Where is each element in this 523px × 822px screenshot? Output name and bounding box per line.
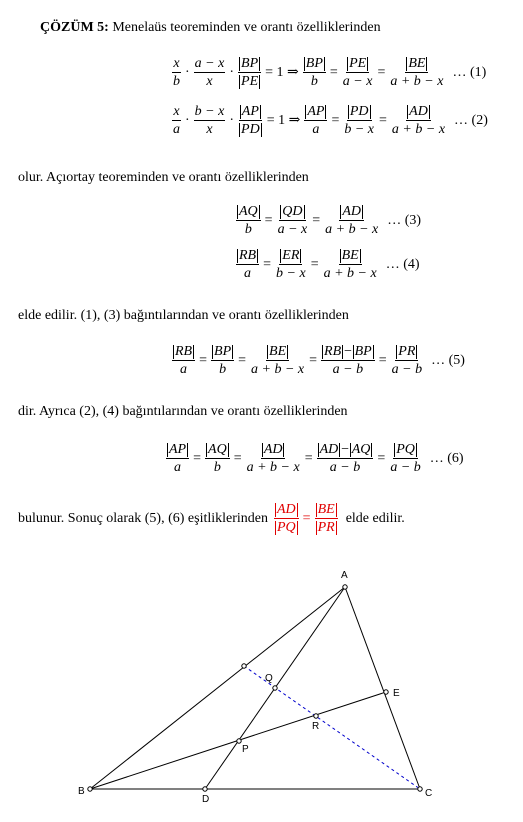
eq4-frac-1: $\frac{RB}{a}$ — [236, 248, 259, 281]
eq2-frac-5: $\frac{PD}{b - x}$ — [344, 104, 375, 137]
equation-4: $\frac{RB}{a}$ = $\frac{ER}{b - x}$ = $\frac{BE}{a + b - x}$ … (4) — [234, 248, 420, 281]
eq5-frac-4: $\frac{RB - BP}{a - b}$ — [321, 344, 375, 377]
solution-intro-text: Menelaüs teoreminden ve orantı özelliklerinden — [112, 20, 381, 35]
eq1-tag: … (1) — [452, 64, 487, 80]
paragraph-2: elde edilir. (1), (3) bağıntılarından ve orantı özelliklerinden — [18, 308, 349, 323]
paragraph-4-end: elde edilir. — [345, 510, 405, 526]
result-frac-2: $\frac{BE}{PR}$ — [315, 502, 338, 535]
paragraph-4-start: bulunur. Sonuç olarak (5), (6) eşitliklerinden — [18, 510, 268, 526]
eq1-frac-3: $\frac{BP}{PE}$ — [238, 56, 261, 89]
eq2-frac-2: $\frac{b - x}{x}$ — [194, 104, 225, 137]
eq3-frac-2: $\frac{QD}{a - x}$ — [277, 204, 308, 237]
point-b — [88, 787, 92, 791]
point-r — [314, 714, 318, 718]
eq1-frac-6: $\frac{BE}{a + b - x}$ — [390, 56, 444, 89]
eq6-frac-3: $\frac{AD}{a + b - x}$ — [246, 442, 300, 475]
eq5-tag: … (5) — [431, 352, 465, 368]
eq1-frac-4: $\frac{BP}{b}$ — [303, 56, 326, 89]
label-a: A — [341, 570, 348, 581]
point-a — [343, 585, 347, 589]
equation-6: $\frac{AP}{a}$ = $\frac{AQ}{b}$ = $\frac{AD}{a + b - x}$ = $\frac{AD - AQ}{a - b}$ = $\frac{PQ}{a - b}$ … (6) — [164, 442, 464, 475]
eq1-frac-1: $\frac{x}{b}$ — [173, 56, 180, 89]
eq6-frac-2: $\frac{AQ}{b}$ — [205, 442, 230, 475]
eq5-frac-1: $\frac{RB}{a}$ — [172, 344, 195, 377]
label-d: D — [202, 794, 210, 805]
eq1-frac-5: $\frac{PE}{a - x}$ — [342, 56, 373, 89]
eq2-frac-6: $\frac{AD}{a + b - x}$ — [391, 104, 446, 137]
equation-3: $\frac{AQ}{b}$ = $\frac{QD}{a - x}$ = $\frac{AD}{a + b - x}$ … (3) — [234, 204, 421, 237]
eq6-frac-1: $\frac{AP}{a}$ — [166, 442, 189, 475]
eq6-tag: … (6) — [429, 450, 464, 466]
conclusion-line: bulunur. Sonuç olarak (5), (6) eşitliklerinden $\frac{AD}{PQ}$ = $\frac{BE}{PR}$ elde edilir. — [18, 502, 405, 535]
eq2-frac-1: $\frac{x}{a}$ — [173, 104, 180, 137]
side-ab — [90, 587, 345, 789]
point-d — [203, 787, 207, 791]
eq6-frac-5: $\frac{PQ}{a - b}$ — [390, 442, 421, 475]
eq3-frac-3: $\frac{AD}{a + b - x}$ — [325, 204, 379, 237]
paragraph-1: olur. Açıortay teoreminden ve orantı özelliklerinden — [18, 170, 309, 185]
point-ab-foot — [242, 664, 246, 668]
eq2-tag: … (2) — [454, 112, 488, 128]
eq6-frac-4: $\frac{AD - AQ}{a - b}$ — [317, 442, 374, 475]
result-frac-1: $\frac{AD}{PQ}$ — [274, 502, 299, 535]
eq2-frac-4: $\frac{AP}{a}$ — [304, 104, 327, 137]
paragraph-3: dir. Ayrıca (2), (4) bağıntılarından ve orantı özelliklerinden — [18, 404, 348, 419]
label-q: Q — [265, 673, 273, 684]
point-e — [384, 690, 388, 694]
eq5-frac-3: $\frac{BE}{a + b - x}$ — [251, 344, 305, 377]
equation-5: $\frac{RB}{a}$ = $\frac{BP}{b}$ = $\frac{BE}{a + b - x}$ = $\frac{RB - BP}{a - b}$ = $\frac{PR}{a - b}$ … (5) — [170, 344, 465, 377]
label-c: C — [425, 788, 433, 799]
solution-label: ÇÖZÜM 5: — [40, 20, 109, 35]
label-b: B — [78, 786, 85, 797]
eq3-frac-1: $\frac{AQ}{b}$ — [236, 204, 261, 237]
label-r: R — [312, 721, 320, 732]
eq4-frac-2: $\frac{ER}{b - x}$ — [276, 248, 306, 281]
eq1-frac-2: $\frac{a - x}{x}$ — [194, 56, 225, 89]
equation-1: $\frac{x}{b}$ · $\frac{a - x}{x}$ · $\frac{BP}{PE}$ = 1 ⇒ $\frac{BP}{b}$ = $\frac{PE}{a - x}$ = $\frac{BE}{a + b - x}$ … (1) — [173, 56, 487, 89]
eq4-tag: … (4) — [385, 256, 420, 272]
dashed-line — [244, 666, 420, 789]
point-p — [237, 739, 241, 743]
eq5-frac-2: $\frac{BP}{b}$ — [211, 344, 234, 377]
eq2-frac-3: $\frac{AP}{PD}$ — [238, 104, 263, 137]
eq3-tag: … (3) — [387, 212, 422, 228]
label-e: E — [393, 688, 400, 699]
eq5-frac-5: $\frac{PR}{a - b}$ — [391, 344, 423, 377]
side-ac — [345, 587, 420, 789]
point-c — [418, 787, 422, 791]
eq4-frac-3: $\frac{BE}{a + b - x}$ — [323, 248, 377, 281]
equation-2: $\frac{x}{a}$ · $\frac{b - x}{x}$ · $\frac{AP}{PD}$ = 1 ⇒ $\frac{AP}{a}$ = $\frac{PD}{b - x}$ = $\frac{AD}{a + b - x}$ … (2) — [173, 104, 488, 137]
label-p: P — [242, 744, 249, 755]
point-q — [273, 686, 277, 690]
